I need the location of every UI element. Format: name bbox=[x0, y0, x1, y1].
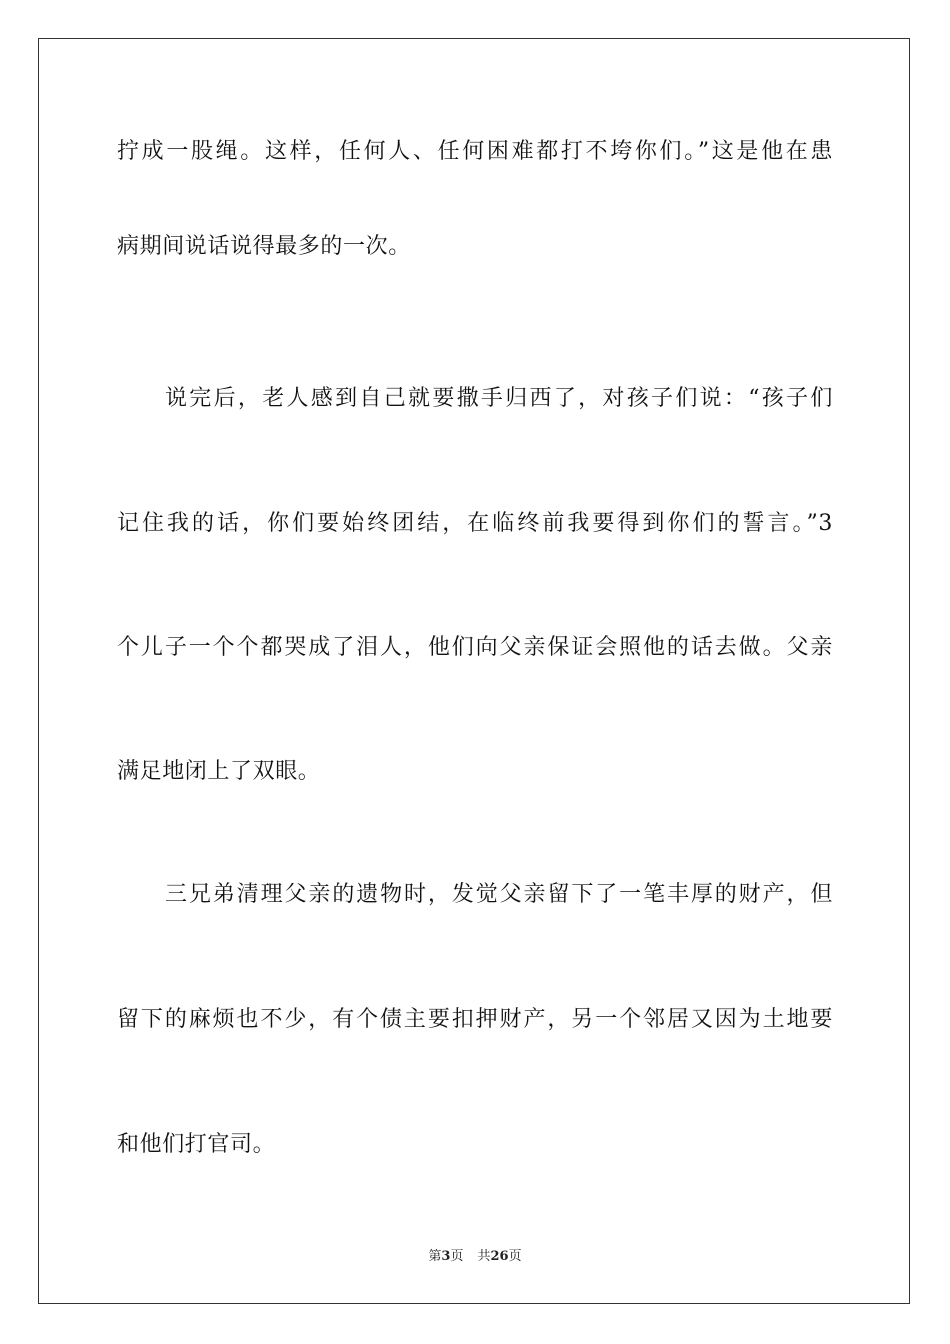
body-line-3: 说完后，老人感到自己就要撒手归西了，对孩子们说：“孩子们 bbox=[165, 386, 833, 411]
body-line-2: 病期间说话说得最多的一次。 bbox=[117, 234, 411, 259]
page-suffix: 页 bbox=[450, 1249, 464, 1264]
total-prefix: 共 bbox=[477, 1249, 491, 1264]
page-number: 3 bbox=[441, 1249, 451, 1264]
body-line-5: 个儿子一个个都哭成了泪人，他们向父亲保证会照他的话去做。父亲 bbox=[117, 635, 833, 660]
body-line-4: 记住我的话，你们要始终团结，在临终前我要得到你们的誓言。”3 bbox=[117, 511, 833, 536]
total-pages: 26 bbox=[490, 1249, 509, 1264]
body-line-7: 三兄弟清理父亲的遗物时，发觉父亲留下了一笔丰厚的财产，但 bbox=[165, 882, 833, 907]
total-suffix: 页 bbox=[508, 1249, 522, 1264]
body-line-6: 满足地闭上了双眼。 bbox=[117, 759, 321, 784]
body-line-9: 和他们打官司。 bbox=[117, 1132, 276, 1157]
page-prefix: 第 bbox=[428, 1249, 442, 1264]
page-footer bbox=[0, 1248, 950, 1266]
page-border bbox=[38, 38, 910, 1304]
body-line-1: 拧成一股绳。这样，任何人、任何困难都打不垮你们。”这是他在患 bbox=[117, 139, 833, 164]
body-line-8: 留下的麻烦也不少，有个债主要扣押财产，另一个邻居又因为土地要 bbox=[117, 1007, 833, 1032]
